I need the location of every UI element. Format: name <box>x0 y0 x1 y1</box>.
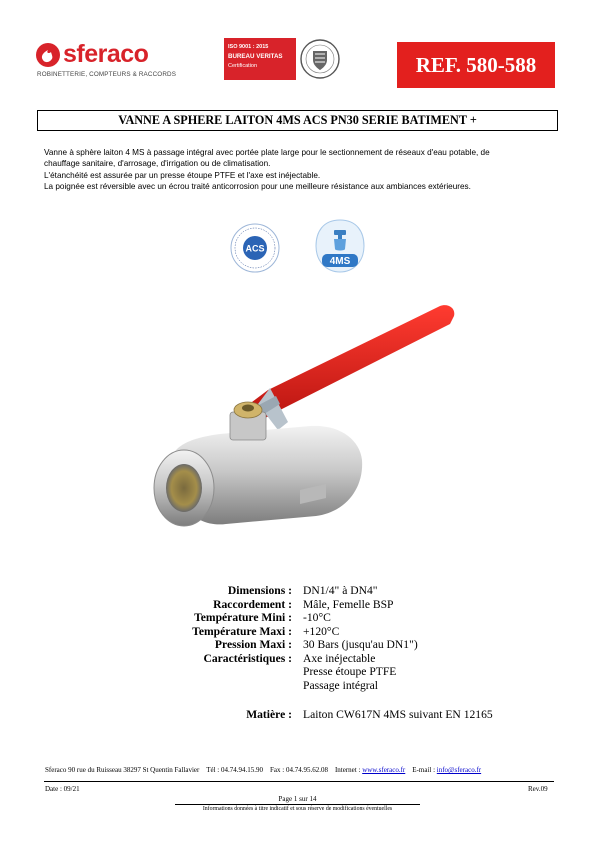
sferaco-logo <box>35 40 185 82</box>
spec-value: +120°C <box>303 624 340 638</box>
spec-row <box>0 625 595 639</box>
spec-row <box>0 652 595 666</box>
disclaimer: Informations données à titre indicatif et sous réserve de modifications éventuelles <box>202 806 393 812</box>
phone-number: Tél : 04.74.94.15.90 <box>206 766 264 774</box>
internet-label: Internet : <box>334 766 361 774</box>
document-date: Date : 09/21 <box>45 785 80 793</box>
spec-row <box>0 598 595 612</box>
fax-number: Fax : 04.74.95.62.08 <box>270 766 328 774</box>
spec-label: Température Mini : <box>194 611 292 624</box>
cert-body: BUREAU VERITAS <box>228 53 283 60</box>
spec-value: Axe inéjectable <box>303 651 376 665</box>
spec-value: Mâle, Femelle BSP <box>303 597 394 611</box>
spec-row <box>0 679 595 693</box>
logo-tagline: ROBINETTERIE, COMPTEURS & RACCORDS <box>37 71 177 78</box>
spec-label: Caractéristiques : <box>203 651 292 665</box>
spec-row <box>0 665 595 679</box>
spec-value: 30 Bars (jusqu'au DN1") <box>303 638 418 651</box>
email-label: E-mail : <box>412 766 436 774</box>
spec-value: DN1/4" à DN4" <box>303 584 378 597</box>
spec-row <box>0 638 595 652</box>
spec-label: Raccordement : <box>213 597 292 611</box>
cert-iso: ISO 9001 : 2015 <box>228 44 269 50</box>
page-divider <box>175 804 420 805</box>
certification-panel <box>224 38 296 80</box>
spec-value: Presse étoupe PTFE <box>303 665 397 678</box>
spec-row <box>0 611 595 625</box>
website-link[interactable]: www.sferaco.fr <box>362 766 406 774</box>
product-reference: REF. 580-588 <box>397 42 555 88</box>
spec-label: Température Maxi : <box>192 624 292 638</box>
cert-label: Certification <box>228 63 258 69</box>
product-description <box>44 147 559 192</box>
spec-label: Matière : <box>246 708 292 721</box>
spec-value: -10°C <box>303 611 331 624</box>
description-line: L'étanchéité est assurée par un presse étoupe PTFE et l'axe est inéjectable. <box>44 170 321 180</box>
footer-divider <box>44 781 554 782</box>
document-revision: Rev.09 <box>528 785 548 793</box>
contact-line <box>45 766 481 774</box>
spec-label: Pression Maxi : <box>214 638 292 651</box>
spec-value: Passage intégral <box>303 678 379 692</box>
spec-row <box>0 584 595 598</box>
acs-badge-text: ACS <box>245 243 265 254</box>
bureau-veritas-seal-icon <box>298 38 342 80</box>
company-address: Sferaco 90 rue du Ruisseau 38297 St Quentin Fallavier <box>45 766 200 774</box>
bureau-veritas-certification <box>224 38 342 80</box>
spec-label: Dimensions : <box>227 584 292 597</box>
spec-row-material <box>0 708 595 722</box>
page-number: Page 1 sur 14 <box>278 795 317 803</box>
description-line: La poignée est réversible avec un écrou traité anticorrosion pour une meilleure résistance aux ambiances extérieures. <box>44 181 471 191</box>
4ms-badge-icon <box>313 218 367 274</box>
spec-value: Laiton CW617N 4MS suivant EN 12165 <box>303 708 493 721</box>
email-link[interactable]: info@sferaco.fr <box>436 766 482 774</box>
product-title: VANNE A SPHERE LAITON 4MS ACS PN30 SERIE BATIMENT + <box>37 110 558 131</box>
sferaco-flame-icon <box>35 42 61 68</box>
4ms-badge-text: 4MS <box>329 256 351 267</box>
logo-name: sferaco <box>63 40 149 68</box>
ball-valve-product-image <box>150 300 470 545</box>
description-line: chauffage sanitaire, d'arrosage, d'irrigation ou de climatisation. <box>44 159 271 169</box>
description-line: Vanne à sphère laiton 4 MS à passage intégral avec portée plate large pour le sectionnement de réseaux d'eau potable, de <box>44 148 490 157</box>
acs-conformity-badge-icon <box>229 222 281 274</box>
